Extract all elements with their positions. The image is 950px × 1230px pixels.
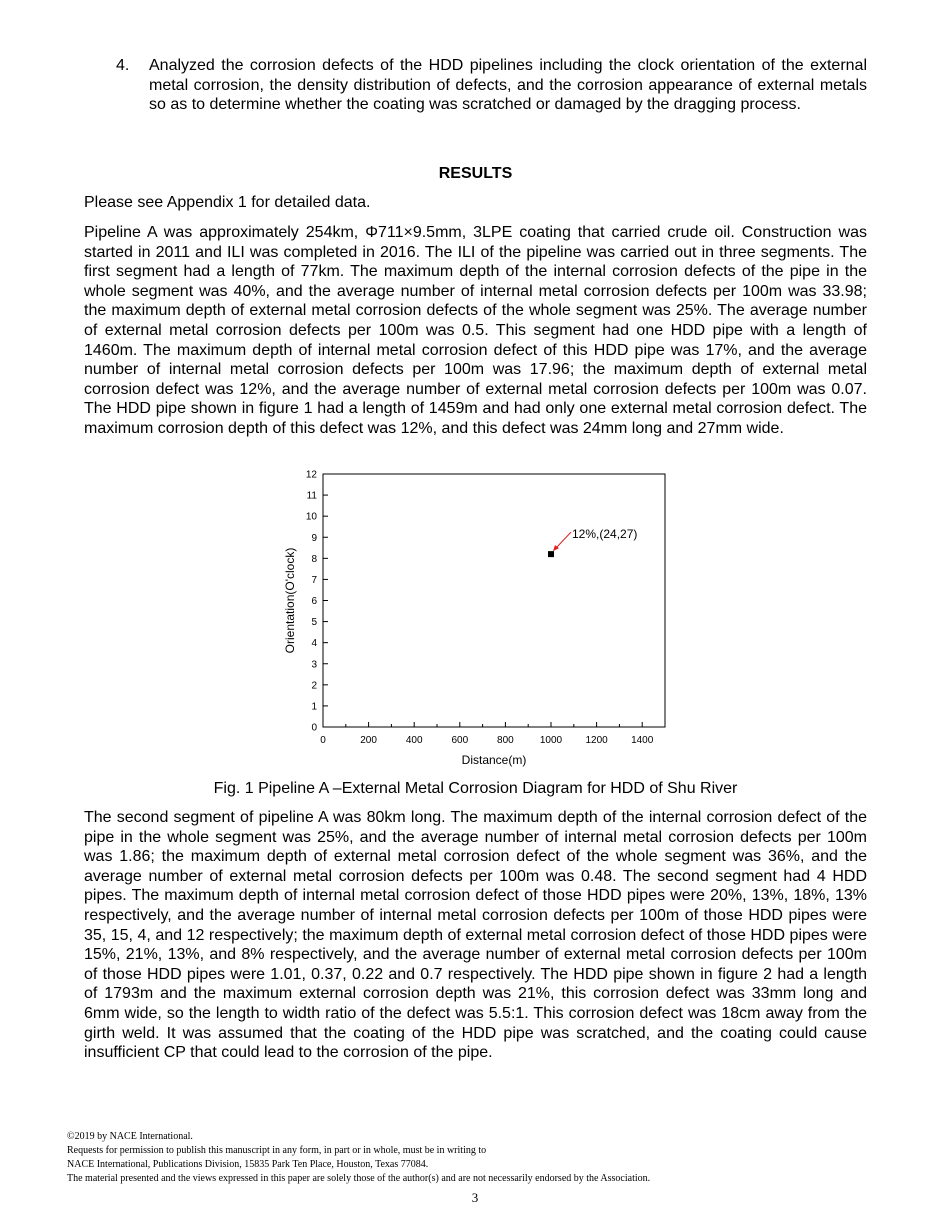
footer-line: ©2019 by NACE International. [67, 1131, 193, 1142]
y-tick-label: 12 [305, 469, 317, 481]
x-tick-label: 400 [405, 735, 423, 746]
y-tick-label: 7 [311, 574, 317, 586]
x-tick-label: 800 [497, 735, 514, 746]
page-number: 3 [471, 1190, 479, 1205]
y-tick-label: 8 [311, 553, 317, 565]
footer-line: The material presented and the views expressed in this paper are solely those of the author(s) and are not necessarily endorsed by the Association. [67, 1173, 651, 1184]
x-tick-label: 200 [360, 735, 377, 746]
list-item-number: 4. [116, 57, 130, 74]
y-tick-label: 10 [305, 511, 317, 523]
x-tick-label: 0 [320, 735, 326, 746]
list-item-text: Analyzed the corrosion defects of the HDD pipelines including the clock orientation of the external metal corrosion, the density distribution of defects, and the corrosion appearance of external metals so as to determine whether the coating was scratched or damaged by the dragging process. [149, 57, 867, 114]
x-axis-label: Distance(m) [461, 753, 527, 767]
corrosion-scatter-chart [270, 462, 680, 772]
y-tick-label: 3 [311, 659, 317, 671]
footer-line: NACE International, Publications Division, 15835 Park Ten Place, Houston, Texas 77084. [67, 1159, 429, 1170]
numbered-list-item [116, 56, 867, 115]
y-axis-label: Orientation(O'clock) [283, 547, 297, 654]
y-tick-label: 5 [311, 617, 317, 629]
copyright-footer [67, 1130, 867, 1186]
y-tick-label: 11 [306, 490, 317, 502]
x-tick-label: 1200 [585, 735, 608, 746]
section-heading: RESULTS [438, 165, 513, 182]
x-tick-label: 600 [451, 735, 469, 746]
paragraph-pipeline-a-first-segment: Pipeline A was approximately 254km, Φ711×9.5mm, 3LPE coating that carried crude oil. Construction was started in 2011 and ILI was completed in 2016. The ILI of the pipeline was carried out in three segments. The first segment had a length of 77km. The maximum depth of the internal corrosion defects of the pipe in the whole segment was 40%, and the average number of internal metal corrosion defects per 100m was 33.98; the maximum depth of external metal corrosion defects of the whole segment was 25%. The average number of external metal corrosion defects per 100m was 0.5. This segment had one HDD pipe with a length of 1460m. The maximum depth of internal metal corrosion defect of this HDD pipe was 17%, and the average number of internal metal corrosion defects per 100m was 17.96; the maximum depth of external metal corrosion defect was 12%, and the average number of external metal corrosion defects per 100m was 0.07. The HDD pipe shown in figure 1 had a length of 1459m and had only one external metal corrosion defect. The maximum corrosion depth of this defect was 12%, and this defect was 24mm long and 27mm wide. [84, 224, 867, 437]
y-tick-label: 9 [311, 532, 317, 544]
annotation-label: 12%,(24,27) [572, 527, 638, 542]
paragraph-appendix-note: Please see Appendix 1 for detailed data. [84, 194, 371, 211]
data-point [548, 551, 554, 557]
plot-frame [323, 474, 665, 727]
y-tick-label: 1 [311, 701, 317, 713]
paragraph-pipeline-a-second-segment: The second segment of pipeline A was 80km long. The maximum depth of the internal corrosion defect of the pipe in the whole segment was 25%, and the average number of internal metal corrosion defects per 100m was 1.86; the maximum depth of external metal corrosion defect of the whole segment was 36%, and the average number of external metal corrosion defects per 100m was 0.48. The second segment had 4 HDD pipes. The maximum depth of internal metal corrosion defect of those HDD pipes were 20%, 13%, 18%, 13% respectively, and the average number of internal metal corrosion defects per 100m of those HDD pipes were 35, 15, 4, and 12 respectively; the maximum depth of external metal corrosion defect of those HDD pipes were 15%, 21%, 13%, and 8% respectively, and the average number of external metal corrosion defects per 100m of those HDD pipes were 1.01, 0.37, 0.22 and 0.7 respectively. The HDD pipe shown in figure 2 had a length of 1793m and the maximum external corrosion depth was 21%, this corrosion defect was 33mm long and 6mm wide, so the length to width ratio of the defect was 5.5:1. This corrosion defect was 18cm away from the girth weld. It was assumed that the coating of the HDD pipe was scratched, and the coating could cause insufficient CP that could lead to the corrosion of the pipe. [84, 809, 867, 1062]
x-tick-label: 1400 [631, 735, 654, 746]
y-tick-label: 4 [311, 638, 317, 650]
y-tick-label: 0 [311, 722, 317, 734]
x-tick-label: 1000 [539, 735, 563, 746]
figure-caption: Fig. 1 Pipeline A –External Metal Corrosion Diagram for HDD of Shu River [213, 780, 738, 797]
y-tick-label: 2 [311, 680, 317, 692]
y-tick-label: 6 [311, 596, 317, 607]
footer-line: Requests for permission to publish this manuscript in any form, in part or in whole, must be in writing to [67, 1145, 487, 1156]
